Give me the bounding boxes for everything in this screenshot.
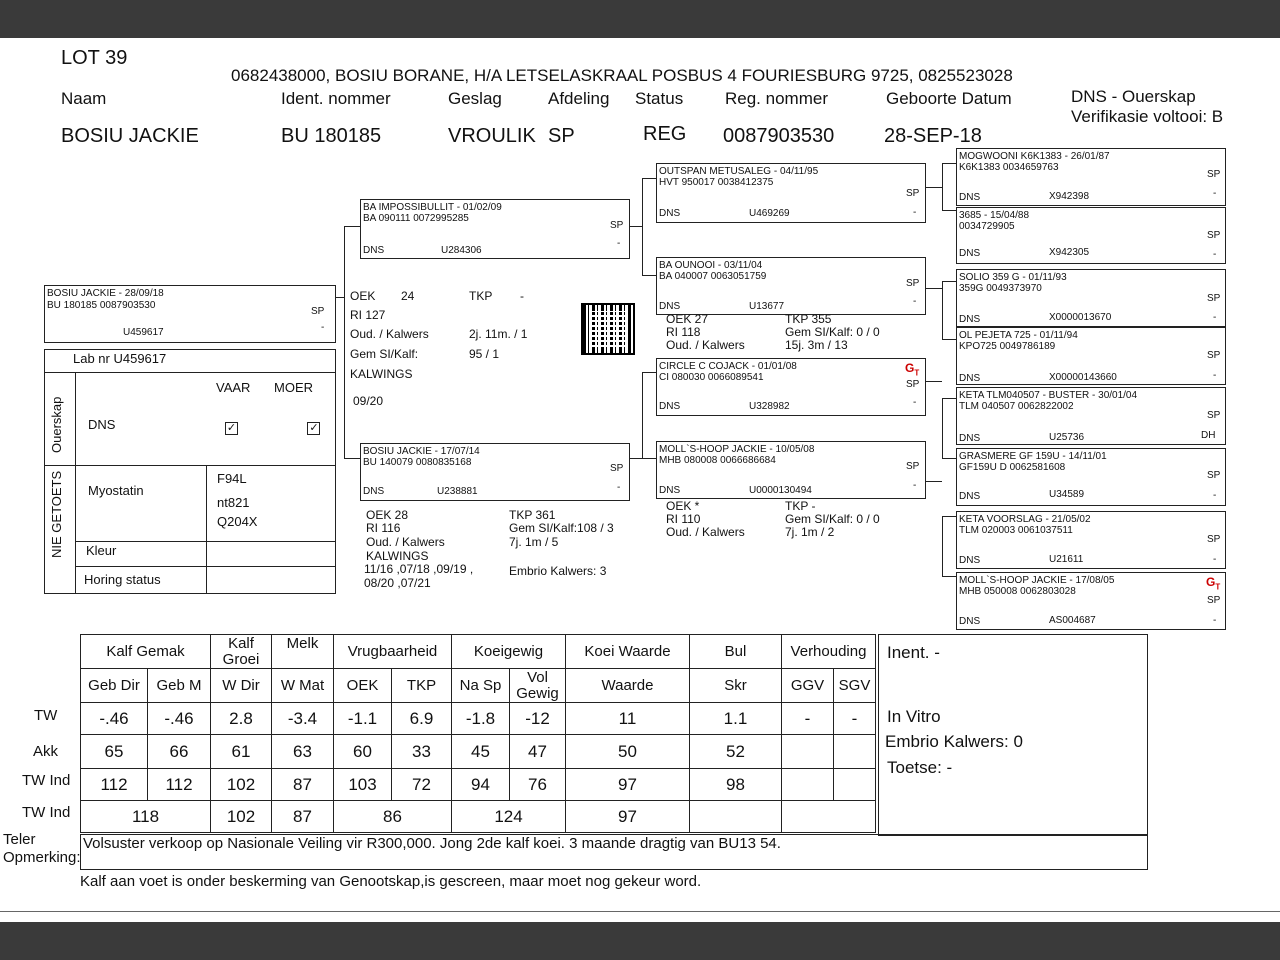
dam-kalwings-v2: 08/20 ,07/21 (364, 576, 431, 590)
ggp-dns: DNS (959, 192, 981, 203)
akk-cell: 60 (334, 735, 392, 769)
ggp-code: X942305 (1049, 247, 1090, 258)
gp-sp: SP (906, 379, 920, 390)
ggp-code: U25736 (1049, 432, 1085, 443)
col-skr: Skr (690, 669, 782, 703)
sire-tkp-label: TKP (469, 289, 493, 303)
ggp-dash: - (1213, 249, 1217, 260)
ggp-dns: DNS (959, 248, 981, 259)
tw-cell: - (834, 703, 876, 735)
ggp-sp: SP (1207, 350, 1221, 361)
connector (628, 458, 642, 459)
remarks-text: Volsuster verkoop op Nasionale Veiling vir R300,000. Jong 2de kalf koei. 3 maande dragtig van BU13 54. (83, 835, 781, 852)
col-sgv: SGV (834, 669, 876, 703)
ggp-dns: DNS (959, 373, 981, 384)
vaar-checkbox: ✓ (226, 422, 237, 434)
gp-line1: CIRCLE C COJACK - 01/01/08 (659, 361, 797, 372)
dam-gem: Gem SI/Kalf:108 / 3 (509, 521, 614, 535)
connector (924, 288, 942, 289)
header-dns: DNS - Ouerskap (1071, 87, 1196, 106)
gp-a-oek: OEK 27 (666, 312, 709, 326)
group-vrugbaarheid: Vrugbaarheid (334, 635, 452, 669)
ggp-sp: SP (1207, 230, 1221, 241)
side-in-vitro: In Vitro (887, 707, 941, 726)
gp-line2: HVT 950017 0038412375 (659, 177, 774, 188)
great-grandparent-box (956, 511, 1226, 569)
gp-b-oud: Oud. / Kalwers (666, 525, 745, 539)
gp-dns: DNS (659, 401, 681, 412)
gp-line1: OUTSPAN METUSALEG - 04/11/95 (659, 166, 819, 177)
side-embrio: Embrio Kalwers: 0 (885, 732, 1023, 751)
gp-b-tkp: TKP - (785, 499, 816, 513)
akk-cell: 61 (211, 735, 272, 769)
connector (942, 281, 943, 339)
ggp-dns: DNS (959, 314, 981, 325)
akk-cell (782, 735, 834, 769)
great-grandparent-box (956, 572, 1226, 630)
gp-line1: MOLL`S-HOOP JACKIE - 10/05/08 (659, 444, 815, 455)
gp-b-oud-value: 7j. 1m / 2 (785, 525, 835, 539)
connector (942, 163, 943, 210)
gp-dns: DNS (659, 485, 681, 496)
dam-kalwings-v1: 11/16 ,07/18 ,09/19 , (364, 562, 474, 576)
lab-vaar: VAAR (216, 380, 251, 395)
subject-dash: - (321, 322, 325, 333)
akk-cell: 66 (148, 735, 211, 769)
sire-line1: BA IMPOSSIBULLIT - 01/02/09 (363, 202, 502, 213)
sire-tkp-value: - (520, 289, 524, 303)
connector (942, 210, 957, 211)
ggp-line2: 359G 0049373970 (959, 283, 1042, 294)
gp-sp: SP (906, 461, 920, 472)
top-bar (0, 0, 1280, 38)
col-tkp: TKP (392, 669, 452, 703)
tw-cell: -.46 (81, 703, 148, 735)
twind-cell: 98 (690, 769, 782, 801)
gp-b-oek: OEK * (666, 499, 700, 513)
ggp-line1: KETA TLM040507 - BUSTER - 30/01/04 (959, 390, 1138, 401)
gp-a-ri: RI 118 (666, 325, 701, 339)
side-toetse: Toetse: - (887, 758, 953, 777)
sire-box (360, 199, 630, 259)
dam-dns: DNS (363, 486, 385, 497)
great-grandparent-box (956, 387, 1226, 445)
col-oek: OEK (334, 669, 392, 703)
akk-cell: 47 (510, 735, 566, 769)
col-na-sp: Na Sp (452, 669, 510, 703)
subject-pedigree-box (44, 285, 336, 343)
animal-naam: BOSIU JACKIE (61, 125, 199, 147)
header-afdeling: Afdeling (548, 89, 610, 108)
lab-f94l: F94L (217, 471, 247, 486)
ggp-dns: DNS (959, 555, 981, 566)
twind2-cell: 87 (272, 801, 334, 833)
grandparent-box (656, 163, 926, 223)
tw-cell: 1.1 (690, 703, 782, 735)
akk-cell: 52 (690, 735, 782, 769)
lab-nt821: nt821 (217, 495, 250, 510)
twind-cell: 76 (510, 769, 566, 801)
ggp-dash: - (1213, 312, 1217, 323)
sire-gem-value: 95 / 1 (469, 347, 500, 361)
gt-logo: $G_T$ (1206, 575, 1221, 592)
twind2-cell: 102 (211, 801, 272, 833)
dam-tkp: TKP 361 (509, 508, 556, 522)
lab-ouerskap: Ouerskap (49, 396, 64, 453)
remarks-note: Kalf aan voet is onder beskerming van Genootskap,is gescreen, maar moet nog gekeur word. (80, 873, 702, 890)
subject-line1: BOSIU JACKIE - 28/09/18 (47, 288, 164, 299)
ggp-line2: GF159U D 0062581608 (959, 462, 1066, 473)
header-verifikasie: Verifikasie voltooi: B (1071, 107, 1224, 126)
akk-cell (834, 735, 876, 769)
row-label-tw: TW (34, 707, 58, 724)
connector (642, 275, 657, 276)
remarks-box (80, 834, 1148, 870)
connector (942, 516, 957, 517)
gp-code: U328982 (749, 401, 790, 412)
gp-dash: - (913, 296, 917, 307)
lab-moer: MOER (274, 380, 313, 395)
twind-cell: 87 (272, 769, 334, 801)
divider (0, 911, 1280, 912)
dam-line1: BOSIU JACKIE - 17/07/14 (363, 446, 480, 457)
ggp-dash: - (1213, 370, 1217, 381)
dam-oek: OEK 28 (366, 508, 409, 522)
col-waarde: Waarde (566, 669, 690, 703)
ggp-sp: SP (1207, 293, 1221, 304)
header-status: Status (635, 89, 684, 108)
header-naam: Naam (61, 89, 107, 108)
sire-oek-value: 24 (401, 289, 415, 303)
gp-dash: - (913, 480, 917, 491)
col-ggv: GGV (782, 669, 834, 703)
ggp-sp: SP (1207, 470, 1221, 481)
ggp-dash: - (1213, 554, 1217, 565)
grandparent-box (656, 257, 926, 315)
col-vol-gewig: Vol Gewig (510, 669, 566, 703)
ggp-line2: MHB 050008 0062803028 (959, 586, 1076, 597)
ggp-line1: MOGWOONI K6K1383 - 26/01/87 (959, 151, 1110, 162)
bottom-bar (0, 922, 1280, 960)
ggp-line2: TLM 020003 0061037511 (959, 525, 1073, 536)
twind-cell: 97 (566, 769, 690, 801)
dam-kalwings: KALWINGS (366, 549, 429, 563)
sire-oek-label: OEK (350, 289, 376, 303)
sire-oud-label: Oud. / Kalwers (350, 327, 429, 341)
group-bul: Bul (690, 635, 782, 669)
akk-cell: 50 (566, 735, 690, 769)
sire-dns: DNS (363, 245, 385, 256)
twind-cell: 102 (211, 769, 272, 801)
sire-sp: SP (610, 220, 624, 231)
gp-sp: SP (906, 188, 920, 199)
ggp-code: U21611 (1049, 554, 1084, 565)
gt-logo: $G_T$ (905, 361, 920, 378)
sire-ri: RI 127 (350, 308, 386, 322)
row-label-twind2: TW Ind (22, 804, 71, 821)
gp-code: U469269 (749, 208, 790, 219)
twind2-cell: 118 (81, 801, 211, 833)
ggp-code: X942398 (1049, 191, 1090, 202)
ebv-table (80, 634, 876, 833)
connector (924, 187, 942, 188)
animal-geslag: VROULIK (448, 125, 536, 147)
dam-line2: BU 140079 0080835168 (363, 457, 472, 468)
group-koeigewig: Koeigewig (452, 635, 566, 669)
ggp-line1: GRASMERE GF 159U - 14/11/01 (959, 451, 1107, 462)
twind2-cell (690, 801, 782, 833)
tw-cell: 2.8 (211, 703, 272, 735)
connector (344, 226, 361, 227)
ggp-dash: - (1213, 490, 1217, 501)
gp-a-oud-value: 15j. 3m / 13 (785, 338, 848, 352)
great-grandparent-box (956, 269, 1226, 327)
twind2-cell: 97 (566, 801, 690, 833)
sire-dash: - (617, 238, 621, 249)
header-reg: Reg. nommer (725, 89, 828, 108)
twind-cell: 94 (452, 769, 510, 801)
dam-oud-label: Oud. / Kalwers (366, 535, 445, 549)
ggp-code: X00000143660 (1049, 372, 1117, 383)
dam-box (360, 443, 630, 501)
col-w-dir: W Dir (211, 669, 272, 703)
akk-cell: 33 (392, 735, 452, 769)
akk-cell: 63 (272, 735, 334, 769)
subject-code: U459617 (123, 327, 164, 338)
group-kalf-gemak: Kalf Gemak (81, 635, 211, 669)
row-label-akk: Akk (33, 743, 59, 760)
group-melk: Melk (272, 635, 334, 669)
row-label-twind: TW Ind (22, 772, 71, 789)
moer-checkbox: ✓ (309, 422, 319, 434)
ggp-line1: KETA VOORSLAG - 21/05/02 (959, 514, 1091, 525)
animal-status: REG (643, 123, 687, 145)
sire-kalwings: KALWINGS (350, 367, 413, 381)
gp-a-gem: Gem SI/Kalf: 0 / 0 (785, 325, 880, 339)
animal-geboorte: 28-SEP-18 (884, 125, 982, 147)
great-grandparent-box (956, 448, 1226, 506)
ggp-line2: 0034729905 (959, 221, 1015, 232)
dam-embrio: Embrio Kalwers: 3 (509, 564, 607, 578)
sire-gem-label: Gem SI/Kalf: (350, 347, 419, 361)
sire-code: U284306 (441, 245, 482, 256)
gp-b-ri: RI 110 (666, 512, 701, 526)
great-grandparent-box (956, 148, 1226, 206)
animal-ident: BU 180185 (281, 125, 382, 147)
ggp-sp: SP (1207, 595, 1221, 606)
gp-a-oud: Oud. / Kalwers (666, 338, 745, 352)
col-geb-m: Geb M (148, 669, 211, 703)
gp-sp: SP (906, 278, 920, 289)
great-grandparent-box (956, 207, 1226, 264)
gp-line2: MHB 080008 0066686684 (659, 455, 776, 466)
col-w-mat: W Mat (272, 669, 334, 703)
breeder-contact: 0682438000, BOSIU BORANE, H/A LETSELASKRAAL POSBUS 4 FOURIESBURG 9725, 0825523028 (231, 66, 1013, 85)
tw-cell: 6.9 (392, 703, 452, 735)
ggp-line1: 3685 - 15/04/88 (959, 210, 1030, 221)
gp-a-tkp: TKP 355 (785, 312, 832, 326)
connector (942, 163, 957, 164)
qr-code (581, 303, 635, 355)
twind-cell (834, 769, 876, 801)
twind-cell: 112 (81, 769, 148, 801)
dam-ri: RI 116 (366, 521, 401, 535)
ggp-dns: DNS (959, 616, 981, 627)
twind2-cell: 124 (452, 801, 566, 833)
twind2-cell: 86 (334, 801, 452, 833)
side-inent: Inent. - (887, 643, 940, 662)
ggp-code: U34589 (1049, 489, 1085, 500)
grandparent-box (656, 441, 926, 499)
lab-dns: DNS (88, 417, 116, 432)
header-ident: Ident. nommer (281, 89, 391, 108)
gp-dns: DNS (659, 208, 681, 219)
gp-code: U13677 (749, 301, 785, 312)
connector (942, 398, 943, 458)
gp-line2: BA 040007 0063051759 (659, 271, 767, 282)
lab-horing: Horing status (84, 572, 161, 587)
tw-cell: 11 (566, 703, 690, 735)
tw-cell: -.46 (148, 703, 211, 735)
gp-line1: BA OUNOOI - 03/11/04 (659, 260, 763, 271)
tw-cell: -3.4 (272, 703, 334, 735)
lab-nr: Lab nr U459617 (73, 351, 167, 366)
connector (942, 281, 957, 282)
lab-kleur: Kleur (86, 543, 117, 558)
ggp-line2: KPO725 0049786189 (959, 341, 1056, 352)
gp-dns: DNS (659, 301, 681, 312)
ggp-line1: MOLL`S-HOOP JACKIE - 17/08/05 (959, 575, 1115, 586)
lab-myostatin: Myostatin (88, 483, 144, 498)
gp-dash: - (913, 207, 917, 218)
ggp-sp: SP (1207, 410, 1221, 421)
gp-line2: CI 080030 0066089541 (659, 372, 764, 383)
connector (942, 516, 943, 576)
group-koei-waarde: Koei Waarde (566, 635, 690, 669)
twind2-cell (782, 801, 876, 833)
sire-oud-value: 2j. 11m. / 1 (469, 327, 528, 341)
lab-nie-getoets: NIE GETOETS (49, 470, 64, 558)
ggp-sp: SP (1207, 169, 1221, 180)
great-grandparent-box (956, 327, 1226, 385)
gp-code: U0000130494 (749, 485, 812, 496)
group-kalf-groei: Kalf Groei (211, 635, 272, 669)
sire-line2: BA 090111 0072995285 (363, 213, 469, 224)
dam-sp: SP (610, 463, 624, 474)
ggp-line1: SOLIO 359 G - 01/11/93 (959, 272, 1067, 283)
lot-number: LOT 39 (61, 47, 128, 69)
akk-cell: 45 (452, 735, 510, 769)
header-geslag: Geslag (448, 89, 502, 108)
connector (942, 398, 957, 399)
dam-oud-value: 7j. 1m / 5 (509, 535, 559, 549)
gp-b-gem: Gem SI/Kalf: 0 / 0 (785, 512, 880, 526)
ggp-line1: OL PEJETA 725 - 01/11/94 (959, 330, 1078, 341)
group-verhouding: Verhouding (782, 635, 876, 669)
connector (642, 372, 657, 373)
ggp-sp: SP (1207, 534, 1221, 545)
tw-cell: - (782, 703, 834, 735)
connector (942, 576, 957, 577)
twind-cell: 103 (334, 769, 392, 801)
lab-panel (44, 349, 336, 594)
connector (344, 458, 361, 459)
connector (642, 372, 643, 458)
connector (642, 178, 657, 179)
connector (642, 458, 657, 459)
ggp-dns: DNS (959, 433, 981, 444)
subject-sp: SP (311, 306, 325, 317)
connector (628, 226, 642, 227)
twind-cell (782, 769, 834, 801)
ggp-dash: - (1213, 188, 1217, 199)
dam-dash: - (617, 482, 621, 493)
connector (942, 339, 957, 340)
ggp-code: X0000013670 (1049, 312, 1112, 323)
ggp-code: AS004687 (1049, 615, 1096, 626)
ggp-dns: DNS (959, 491, 981, 502)
ggp-dash: - (1213, 615, 1217, 626)
dam-code: U238881 (437, 486, 478, 497)
grandparent-box (656, 358, 926, 416)
tw-cell: -1.8 (452, 703, 510, 735)
akk-cell: 65 (81, 735, 148, 769)
lab-q204x: Q204X (217, 514, 258, 529)
sire-kalwings-value: 09/20 (353, 394, 384, 408)
tw-cell: -1.1 (334, 703, 392, 735)
ggp-line2: TLM 040507 0062822002 (959, 401, 1074, 412)
ggp-line2: K6K1383 0034659763 (959, 162, 1059, 173)
connector (924, 481, 942, 482)
gp-dash: - (913, 397, 917, 408)
col-geb-dir: Geb Dir (81, 669, 148, 703)
animal-reg: 0087903530 (723, 125, 835, 147)
opmerking-label: Opmerking: (3, 849, 81, 866)
connector (344, 226, 345, 458)
connector (924, 381, 942, 382)
connector (942, 458, 957, 459)
subject-line2: BU 180185 0087903530 (47, 300, 156, 311)
header-geboorte: Geboorte Datum (886, 89, 1012, 108)
twind-cell: 72 (392, 769, 452, 801)
teler-label: Teler (3, 831, 36, 848)
connector (642, 178, 643, 275)
ggp-extra: DH (1201, 430, 1216, 441)
twind-cell: 112 (148, 769, 211, 801)
tw-cell: -12 (510, 703, 566, 735)
side-panel (878, 634, 1148, 836)
animal-afdeling: SP (548, 125, 575, 147)
